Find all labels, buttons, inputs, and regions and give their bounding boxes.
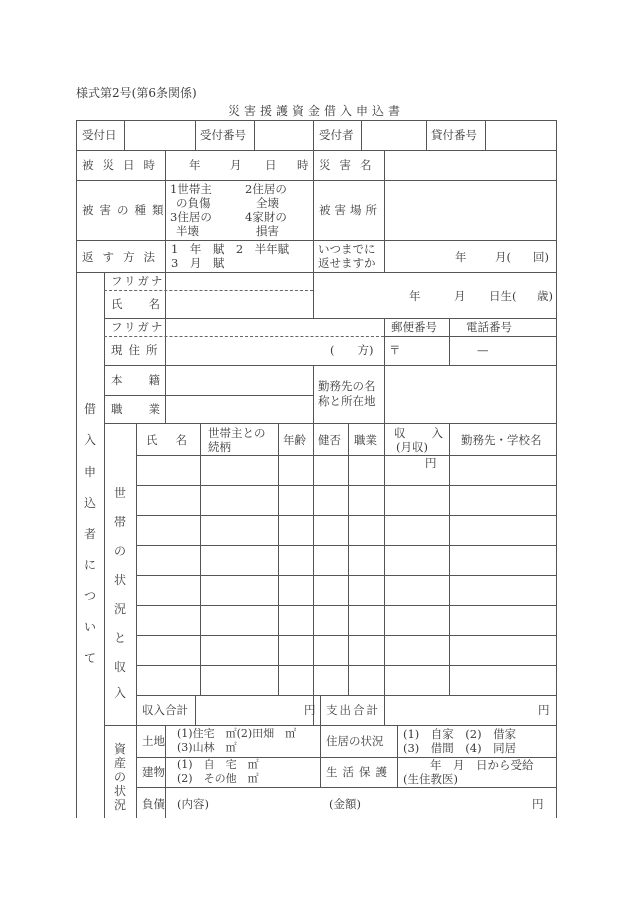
income-total-field[interactable]: [196, 696, 319, 724]
household-income-cell[interactable]: [385, 456, 448, 484]
income-total-unit: 円: [304, 703, 316, 717]
household-age-cell[interactable]: [279, 546, 312, 574]
welfare-line2: (生住教医): [403, 772, 458, 786]
household-relation-cell[interactable]: [201, 456, 277, 484]
birth-month-unit: 月: [454, 289, 466, 303]
deadline-year-unit: 年: [455, 250, 467, 264]
expense-total-unit: 円: [538, 703, 550, 717]
damage-option-1-line2: の負傷: [176, 196, 211, 210]
workplace-label-line2: 称と所在地: [318, 394, 376, 408]
deadline-month-unit: 月(: [495, 250, 511, 264]
household-workplace-cell[interactable]: [450, 486, 555, 514]
household-workplace-cell[interactable]: [450, 636, 555, 664]
household-job-cell[interactable]: [349, 666, 383, 694]
housing-line2: (3) 借間 (4) 同居: [403, 741, 517, 755]
col-income-header-line1: 収 入: [394, 426, 444, 440]
repayment-option-line1: 1 年 賦 2 半年賦: [171, 242, 290, 256]
housing-line1: (1) 自家 (2) 借家: [403, 727, 517, 741]
name-label: 氏名: [111, 297, 186, 311]
postal-mark: 〒: [389, 343, 401, 357]
household-name-cell[interactable]: [137, 576, 199, 604]
col-name-header: 氏名: [146, 433, 205, 447]
building-field[interactable]: [166, 758, 319, 786]
damage-type-label: 被害の種類: [82, 203, 170, 217]
household-age-cell[interactable]: [279, 606, 312, 634]
household-health-cell[interactable]: [314, 516, 347, 544]
household-name-cell[interactable]: [137, 456, 199, 484]
col-relation-header-line1: 世帯主との: [208, 426, 266, 440]
occupation-label: 職業: [111, 402, 186, 416]
repayment-option-line2: 3 月 賦: [171, 256, 225, 270]
household-income-cell[interactable]: [385, 576, 448, 604]
household-age-cell[interactable]: [279, 516, 312, 544]
birth-year-unit: 年: [409, 289, 421, 303]
damage-option-3-line2: 半壊: [176, 224, 199, 238]
name-furigana-field[interactable]: [166, 273, 312, 289]
household-relation-cell[interactable]: [201, 606, 277, 634]
household-workplace-cell[interactable]: [450, 606, 555, 634]
household-name-cell[interactable]: [137, 516, 199, 544]
household-income-cell[interactable]: [385, 486, 448, 514]
household-workplace-cell[interactable]: [450, 576, 555, 604]
received-date-label: 受付日: [82, 128, 117, 142]
household-income-cell[interactable]: [385, 636, 448, 664]
damage-option-4-line1: 4家財の: [245, 210, 287, 224]
address-label: 現住所: [111, 343, 164, 357]
damage-location-label: 被害場所: [319, 203, 381, 217]
income-total-label: 収入合計: [142, 703, 188, 717]
land-line2: (3)山林 ㎡: [177, 741, 237, 754]
household-job-cell[interactable]: [349, 456, 383, 484]
land-line1: (1)住宅 ㎡(2)田畑 ㎡: [177, 727, 297, 740]
housing-status-label: 住居の状況: [326, 734, 384, 748]
birthdate-field[interactable]: [314, 273, 555, 317]
household-job-cell[interactable]: [349, 576, 383, 604]
welfare-line1: 年 月 日から受給: [430, 758, 534, 772]
household-name-cell[interactable]: [137, 486, 199, 514]
repayment-deadline-label-line1: いつまでに: [318, 242, 376, 256]
care-of-label: ( 方): [330, 343, 374, 357]
domicile-field[interactable]: [166, 366, 312, 394]
form-title: 災害援護資金借入申込書: [228, 104, 405, 118]
household-relation-cell[interactable]: [201, 576, 277, 604]
col-job-header: 職業: [354, 433, 377, 447]
repayment-deadline-label-line2: 返せますか: [318, 256, 376, 270]
household-health-cell[interactable]: [314, 456, 347, 484]
address-field[interactable]: [166, 337, 383, 364]
domicile-label: 本籍: [111, 373, 186, 387]
receiver-label: 受付者: [319, 128, 354, 142]
household-workplace-cell[interactable]: [450, 546, 555, 574]
damage-type-options[interactable]: [166, 181, 312, 239]
loan-number-field[interactable]: [486, 121, 555, 149]
building-line2: (2) その他 ㎡: [177, 772, 259, 785]
damage-option-1-line1: 1世帯主: [170, 182, 212, 196]
household-age-cell[interactable]: [279, 456, 312, 484]
year-unit: 年: [189, 158, 201, 172]
disaster-name-label: 災害名: [319, 158, 381, 172]
household-workplace-cell[interactable]: [450, 456, 555, 484]
household-job-cell[interactable]: [349, 516, 383, 544]
phone-field[interactable]: [450, 337, 555, 364]
debt-unit: 円: [532, 797, 544, 811]
household-name-cell[interactable]: [137, 666, 199, 694]
household-health-cell[interactable]: [314, 546, 347, 574]
debt-amount-label: (金額): [329, 797, 361, 811]
damage-option-2-line2: 全壊: [256, 196, 279, 210]
household-age-cell[interactable]: [279, 486, 312, 514]
land-label: 土地: [142, 734, 165, 748]
col-age-header: 年齢: [283, 433, 306, 447]
col-relation-header-line2: 続柄: [208, 440, 231, 454]
household-income-cell[interactable]: [385, 666, 448, 694]
household-workplace-cell[interactable]: [450, 666, 555, 694]
name-field[interactable]: [166, 291, 312, 317]
welfare-label: 生活保護: [326, 765, 392, 779]
income-yen-unit: 円: [425, 456, 437, 470]
postal-code-label: 郵便番号: [391, 320, 437, 334]
household-job-cell[interactable]: [349, 636, 383, 664]
household-health-cell[interactable]: [314, 606, 347, 634]
expense-total-label: 支出合計: [326, 703, 380, 717]
debt-label: 負債: [142, 797, 165, 811]
workplace-field[interactable]: [385, 366, 555, 422]
received-number-field[interactable]: [255, 121, 312, 149]
building-label: 建物: [142, 765, 165, 779]
building-line1: (1) 自 宅 ㎡: [177, 758, 259, 771]
household-relation-cell[interactable]: [201, 666, 277, 694]
household-job-cell[interactable]: [349, 546, 383, 574]
repayment-deadline-field[interactable]: [385, 241, 555, 271]
expense-total-field[interactable]: [385, 696, 555, 724]
household-workplace-cell[interactable]: [450, 516, 555, 544]
damage-location-field[interactable]: [385, 181, 555, 239]
address-furigana-label: フリガナ: [111, 320, 165, 334]
household-health-cell[interactable]: [314, 486, 347, 514]
household-name-cell[interactable]: [137, 636, 199, 664]
household-age-cell[interactable]: [279, 576, 312, 604]
household-health-cell[interactable]: [314, 576, 347, 604]
repayment-method-options[interactable]: [166, 241, 312, 271]
damage-option-4-line2: 損害: [256, 224, 279, 238]
age-unit: 歳): [537, 289, 553, 303]
disaster-datetime-field[interactable]: [166, 151, 312, 179]
household-age-cell[interactable]: [279, 636, 312, 664]
received-date-field[interactable]: [125, 121, 194, 149]
name-furigana-label: フリガナ: [111, 274, 165, 288]
household-job-cell[interactable]: [349, 606, 383, 634]
damage-option-3-line1: 3住居の: [170, 210, 212, 224]
household-name-cell[interactable]: [137, 606, 199, 634]
phone-label: 電話番号: [466, 320, 512, 334]
col-health-header: 健否: [318, 433, 341, 447]
household-relation-cell[interactable]: [201, 636, 277, 664]
hour-unit: 時: [297, 158, 309, 172]
damage-option-2-line1: 2住居の: [245, 182, 287, 196]
day-unit: 日: [265, 158, 277, 172]
debt-content-label: (内容): [177, 797, 209, 811]
household-income-cell[interactable]: [385, 516, 448, 544]
household-health-cell[interactable]: [314, 636, 347, 664]
household-job-cell[interactable]: [349, 486, 383, 514]
received-number-label: 受付番号: [200, 128, 246, 142]
housing-status-field[interactable]: [398, 726, 555, 756]
occupation-field[interactable]: [166, 396, 312, 422]
household-age-cell[interactable]: [279, 666, 312, 694]
household-health-cell[interactable]: [314, 666, 347, 694]
birth-day-unit: 日生(: [489, 289, 517, 303]
household-relation-cell[interactable]: [201, 546, 277, 574]
disaster-datetime-label: 被災日時: [82, 158, 164, 172]
household-relation-cell[interactable]: [201, 486, 277, 514]
address-furigana-field[interactable]: [166, 319, 383, 335]
receiver-field[interactable]: [362, 121, 425, 149]
month-unit: 月: [230, 158, 242, 172]
repayment-method-label: 返す方法: [82, 250, 164, 264]
household-relation-cell[interactable]: [201, 516, 277, 544]
col-workplace-header: 勤務先・学校名: [461, 433, 542, 447]
postal-code-field[interactable]: [385, 337, 448, 364]
household-income-cell[interactable]: [385, 546, 448, 574]
household-income-cell[interactable]: [385, 606, 448, 634]
disaster-name-field[interactable]: [385, 151, 555, 179]
col-income-header-line2: (月収): [396, 440, 428, 454]
phone-separator: —: [477, 343, 489, 357]
loan-number-label: 貸付番号: [431, 128, 477, 142]
workplace-label-line1: 勤務先の名: [318, 379, 376, 393]
form-number: 様式第2号(第6条関係): [76, 86, 197, 100]
deadline-count-unit: 回): [533, 250, 549, 264]
land-field[interactable]: [166, 726, 319, 756]
household-name-cell[interactable]: [137, 546, 199, 574]
welfare-field[interactable]: [398, 758, 555, 786]
debt-field[interactable]: [166, 788, 555, 818]
